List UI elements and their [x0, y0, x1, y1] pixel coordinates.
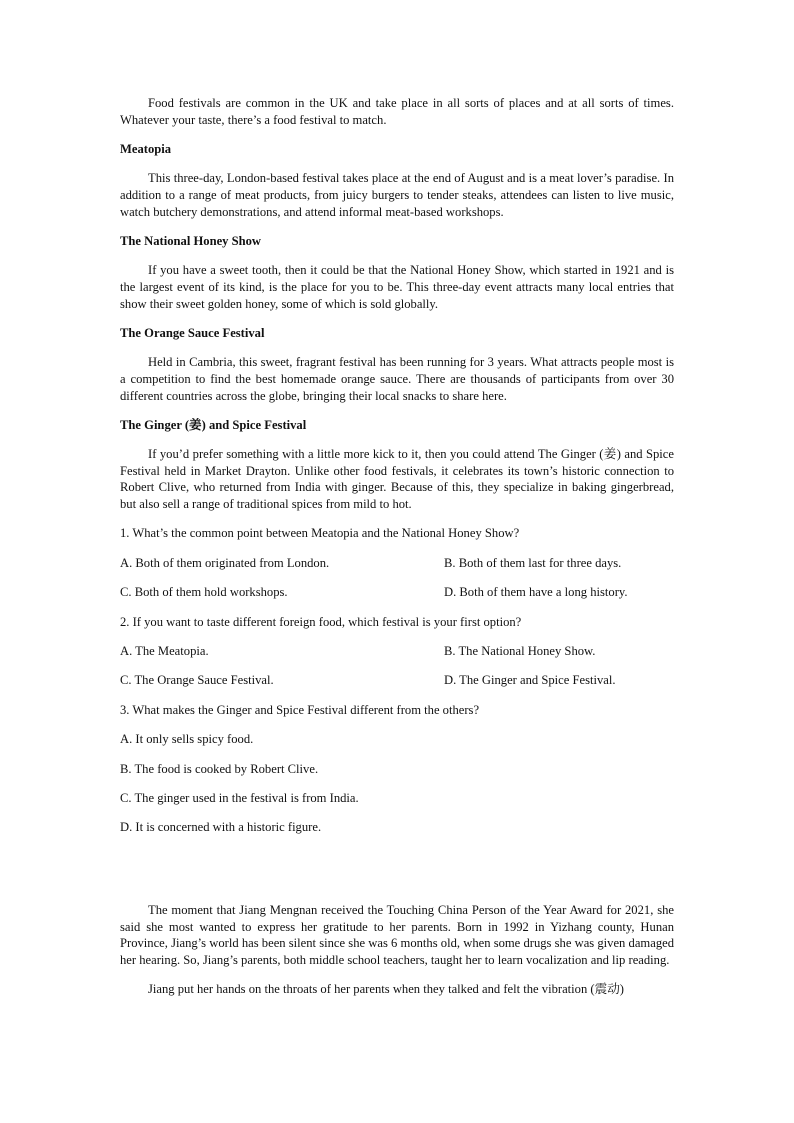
- option-row: [120, 643, 674, 660]
- option-b: B. Both of them last for three days.: [444, 555, 622, 570]
- section-heading: Meatopia: [120, 141, 172, 156]
- question-1: [120, 525, 674, 600]
- section-paragraph: Held in Cambria, this sweet, fragrant festival has been running for 3 years. What attracts people most is a competition to find the best homemade orange sauce. There are thousands of participants from over 30 different countries across the globe, bringing their local snacks to share here.: [120, 355, 674, 403]
- option-row: [120, 672, 674, 689]
- option-a: A. Both of them originated from London.: [120, 555, 330, 570]
- question-stem: 1. What’s the common point between Meatopia and the National Honey Show?: [120, 526, 520, 541]
- festival-section-meatopia: [120, 141, 674, 220]
- option-c: C. The ginger used in the festival is from India.: [120, 790, 359, 805]
- section-paragraph: If you have a sweet tooth, then it could be that the National Honey Show, which started in 1921 and is the largest event of its kind, is the place for you to be. This three-day event attracts many local entries that show their sweet golden honey, some of which is sold globally.: [120, 263, 674, 311]
- option-d: D. Both of them have a long history.: [444, 585, 628, 600]
- festival-section-ginger-spice: [120, 417, 674, 513]
- festival-section-honey-show: [120, 233, 674, 312]
- intro-paragraph: Food festivals are common in the UK and take place in all sorts of places and at all sorts of times. Whatever your taste, there’s a food festival to match.: [120, 96, 674, 127]
- passage-2-paragraph-2: Jiang put her hands on the throats of her parents when they talked and felt the vibration (震动): [148, 982, 624, 997]
- option-row: [120, 584, 674, 601]
- section-heading: The Orange Sauce Festival: [120, 325, 265, 340]
- section-heading: The National Honey Show: [120, 233, 262, 248]
- question-stem: 2. If you want to taste different foreign food, which festival is your first option?: [120, 614, 522, 629]
- section-paragraph: This three-day, London-based festival takes place at the end of August and is a meat lover’s paradise. In addition to a range of meat products, from juicy burgers to tender steaks, attendees can listen to live music, watch butchery demonstrations, and attend informal meat-based workshops.: [120, 171, 674, 219]
- option-b: B. The food is cooked by Robert Clive.: [120, 761, 319, 776]
- question-3: [120, 702, 674, 836]
- option-row: [120, 555, 674, 572]
- option-a: A. It only sells spicy food.: [120, 732, 254, 747]
- option-d: D. The Ginger and Spice Festival.: [444, 673, 616, 688]
- section-paragraph: If you’d prefer something with a little more kick to it, then you could attend The Ginger (姜) and Spice Festival held in Market Drayton. Unlike other food festivals, it celebrates its town’s historic connection to Robert Clive, who returned from India with ginger. Because of this, they specialize in baking gingerbread, but also sell a range of traditional spices from mild to hot.: [120, 447, 674, 512]
- option-d: D. It is concerned with a historic figure.: [120, 820, 322, 835]
- document-page: [120, 95, 674, 998]
- passage-2-paragraph-1: The moment that Jiang Mengnan received the Touching China Person of the Year Award for 2021, she said she most wanted to express her gratitude to her parents. Born in 1992 in Yizhang county, Hunan Province, Jiang’s world has been silent since she was 6 months old, when some drugs she was given damaged her hearing. So, Jiang’s parents, both middle school teachers, taught her to learn vocalization and lip reading.: [120, 902, 674, 967]
- option-b: B. The National Honey Show.: [444, 644, 596, 659]
- festival-section-orange-sauce: [120, 325, 674, 404]
- passage-2: [120, 902, 674, 998]
- option-a: A. The Meatopia.: [120, 644, 209, 659]
- question-2: [120, 614, 674, 689]
- option-c: C. Both of them hold workshops.: [120, 585, 288, 600]
- section-heading: The Ginger (姜) and Spice Festival: [120, 417, 307, 432]
- question-stem: 3. What makes the Ginger and Spice Festival different from the others?: [120, 702, 480, 717]
- option-c: C. The Orange Sauce Festival.: [120, 673, 274, 688]
